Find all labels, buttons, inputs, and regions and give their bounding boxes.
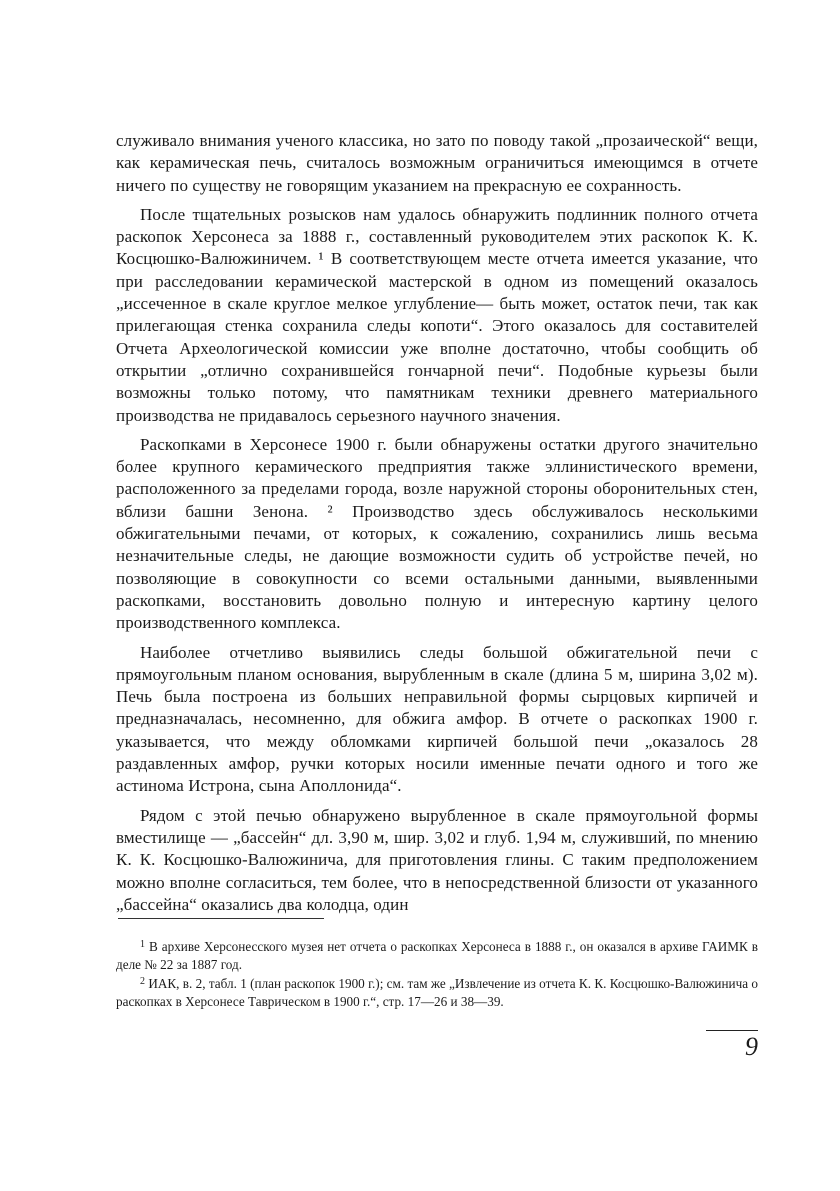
- body-text: [116, 130, 758, 923]
- paragraph-basin: Рядом с этой печью обнаружено вырубленное в скале прямоугольной формы вместилище — „бассейн“ дл. 3,90 м, шир. 3,02 и глуб. 1,94 м, служивший, по мнению К. К. Косцюшко-Валюжинича, для приготовления глины. С таким предположением можно вполне согласиться, тем более, что в непосредственной близости от указанного „бассейна“ оказались два колодца, один: [116, 805, 758, 914]
- paragraph-search-report: После тщательных розысков нам удалось обнаружить подлинник полного отчета раскопок Херсонеса за 1888 г., составленный руководителем этих раскопок К. К. Косцюшко-Валюжиничем. ¹ В соответствующем месте отчета имеется указание, что при расследовании керамической мастерской в одном из помещений оказалось „иссеченное в скале круглое мелкое углубление— быть может, остаток печи, так как прилегающая стенка сохранила следы копоти“. Этого оказалось для составителей Отчета Археологической комиссии уже вполне достаточно, чтобы сообщить об открытии „отлично сохранившейся гончарной печи“. Подобные курьезы были возможны только потому, что памятникам техники древнего материального производства не придавалось серьезного научного значения.: [116, 204, 758, 425]
- footnotes: [116, 936, 758, 1010]
- footnote-1-mark: 1: [140, 939, 145, 950]
- page-number: 9: [745, 1032, 758, 1061]
- paragraph-continuation: служивало внимания ученого классика, но зато по поводу такой „прозаической“ вещи, как керамическая печь, считалось возможным ограничиться имеющимся в отчете ничего по существу не говорящим указанием на прекрасную ее сохранность.: [116, 131, 758, 195]
- footnote-2-text: ИАК, в. 2, табл. 1 (план раскопок 1900 г.); см. там же „Извлечение из отчета К. К. Косцюшко-Валюжинича о раскопках в Херсонесе Таврическом в 1900 г.“, стр. 17—26 и 38—39.: [116, 976, 758, 1009]
- footnote-2-mark: 2: [140, 976, 145, 987]
- footnote-divider: [118, 918, 324, 919]
- paragraph-kiln-description: Наиболее отчетливо выявились следы большой обжигательной печи с прямоугольным планом основания, вырубленным в скале (длина 5 м, ширина 3,02 м). Печь была построена из больших неправильной формы сырцовых кирпичей и предназначалась, несомненно, для обжига амфор. В отчете о раскопках 1900 г. указывается, что между обломками кирпичей большой печи „оказалось 28 раздавленных амфор, ручки которых носили именные печати одного и того же астинома Истрона, сына Аполлонида“.: [116, 642, 758, 796]
- page-number-rule: [706, 1030, 758, 1031]
- footnote-1: [116, 936, 758, 973]
- paragraph-excavations-1900: Раскопками в Херсонесе 1900 г. были обнаружены остатки другого значительно более крупного керамического предприятия также эллинистического времени, расположенного за пределами города, возле наружной стороны оборонительных стен, вблизи башни Зенона. ² Производство здесь обслуживалось несколькими обжигательными печами, от которых, к сожалению, сохранились лишь весьма незначительные следы, не дающие возможности судить об устройстве печей, но позволяющие в совокупности со всеми остальными данными, выявленными раскопками, восстановить довольно полную и интересную картину целого производственного комплекса.: [116, 434, 758, 633]
- footnote-1-text: В архиве Херсонесского музея нет отчета о раскопках Херсонеса в 1888 г., он оказался в архиве ГАИМК в деле № 22 за 1887 год.: [116, 939, 758, 972]
- footnote-2: [116, 973, 758, 1010]
